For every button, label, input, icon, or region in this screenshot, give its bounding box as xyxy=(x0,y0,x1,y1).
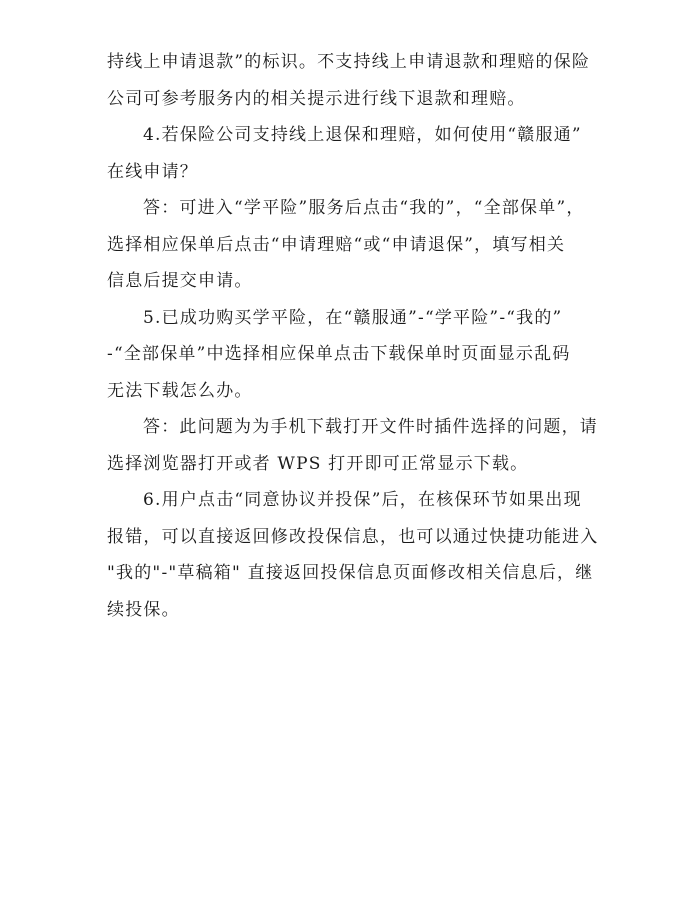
text-line: -“全部保单”中选择相应保单点击下载保单时页面显示乱码 xyxy=(107,344,571,364)
text-line: 报错，可以直接返回修改投保信息，也可以通过快捷功能进入 xyxy=(107,526,599,547)
question-6 xyxy=(107,482,599,628)
paragraph-refund-note xyxy=(107,44,591,117)
text-line: 答：可进入“学平险”服务后点击“我的”，“全部保单”， xyxy=(143,198,585,218)
text-line: 公司可参考服务内的相关提示进行线下退款和理赔。 xyxy=(107,88,526,109)
answer-4 xyxy=(107,190,585,300)
text-line: 信息后提交申请。 xyxy=(107,271,253,291)
text-line: 5.已成功购买学平险，在“赣服通”-“学平险”-“我的” xyxy=(143,307,563,328)
text-line: "我的"-"草稿箱" 直接返回投保信息页面修改相关信息后，继 xyxy=(107,563,594,583)
text-line: 在线申请？ xyxy=(107,161,198,182)
document-body xyxy=(107,44,599,628)
question-4 xyxy=(107,117,585,190)
text-line: 持线上申请退款”的标识。不支持线上申请退款和理赔的保险 xyxy=(107,52,591,72)
text-line: 答：此问题为为手机下载打开文件时插件选择的问题，请 xyxy=(143,417,598,437)
text-line: 续投保。 xyxy=(107,599,180,620)
text-line: 无法下载怎么办。 xyxy=(107,380,253,401)
text-line: 选择相应保单后点击“申请理赔“或“申请退保”，填写相关 xyxy=(107,234,566,255)
text-line: 4.若保险公司支持线上退保和理赔，如何使用“赣服通” xyxy=(143,125,582,145)
answer-5 xyxy=(107,409,598,482)
question-5 xyxy=(107,300,585,410)
text-line: 6.用户点击“同意协议并投保”后，在核保环节如果出现 xyxy=(143,490,582,510)
text-line: 选择浏览器打开或者 WPS 打开即可正常显示下载。 xyxy=(107,453,529,474)
